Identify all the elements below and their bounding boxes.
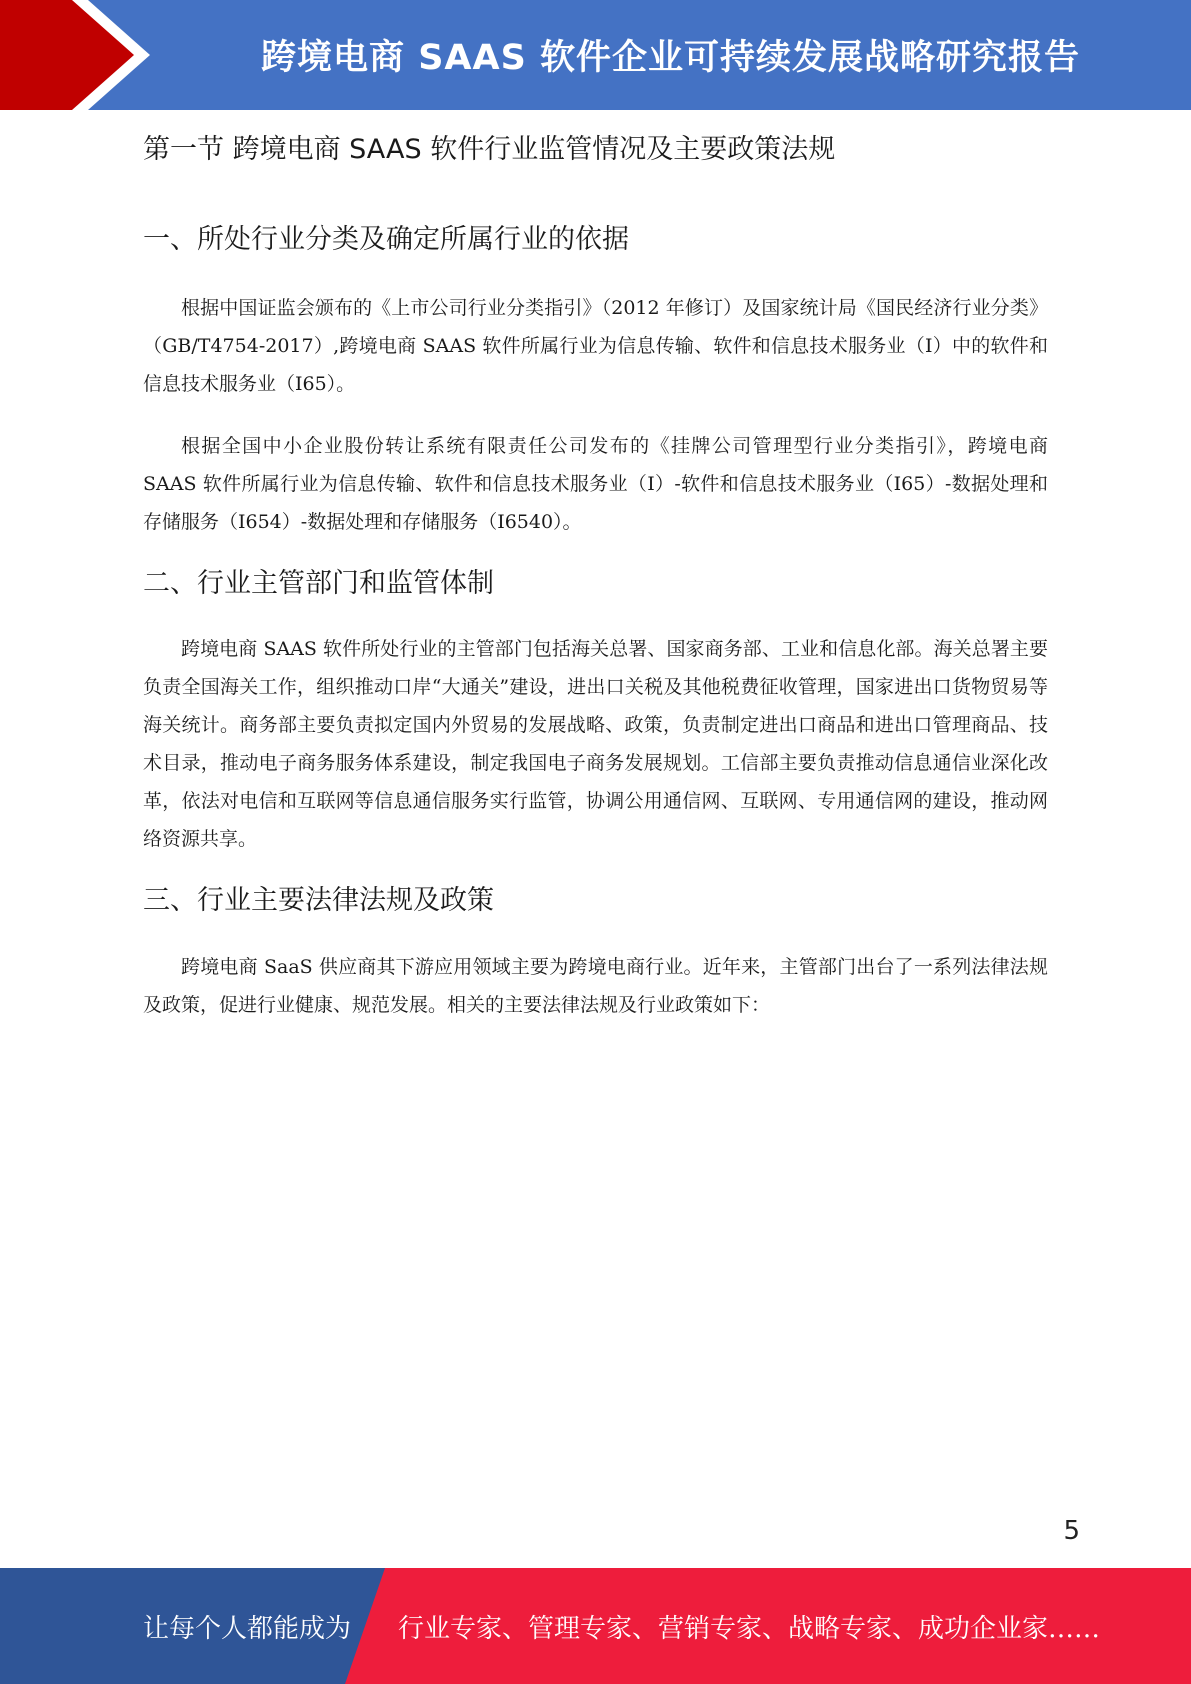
footer-right-text: 行业专家、管理专家、营销专家、战略专家、成功企业家…… <box>398 1613 1101 1644</box>
section-title: 第一节 跨境电商 SAAS 软件行业监管情况及主要政策法规 <box>143 134 836 165</box>
header-title: 跨境电商 SAAS 软件企业可持续发展战略研究报告 <box>261 38 1080 78</box>
part-1-paragraph-2: 根据全国中小企业股份转让系统有限责任公司发布的《挂牌公司管理型行业分类指引》，跨境电商 SAAS 软件所属行业为信息传输、软件和信息技术服务业（I）-软件和信息技术服务业（I65）-数据处理和存储服务（I654）-数据处理和存储服务（I6540）。 <box>143 434 1048 533</box>
page-header <box>0 0 1191 110</box>
part-2-heading: 二、行业主管部门和监管体制 <box>143 567 494 599</box>
part-1-paragraph-1: 根据中国证监会颁布的《上市公司行业分类指引》（2012 年修订）及国家统计局《国民经济行业分类》（GB/T4754-2017）,跨境电商 SAAS 软件所属行业为信息传输、软件和信息技术服务业（I）中的软件和信息技术服务业（I65）。 <box>143 296 1048 395</box>
part-1-heading: 一、所处行业分类及确定所属行业的依据 <box>143 223 629 255</box>
footer-left-text: 让每个人都能成为 <box>143 1613 352 1644</box>
header-arrow-decoration <box>0 0 160 110</box>
part-3-heading: 三、行业主要法律法规及政策 <box>143 885 494 917</box>
page-footer <box>0 1568 1191 1684</box>
part-2-paragraph-1: 跨境电商 SAAS 软件所处行业的主管部门包括海关总署、国家商务部、工业和信息化部。海关总署主要负责全国海关工作，组织推动口岸“大通关”建设，进出口关税及其他税费征收管理，国家进出口货物贸易等海关统计。商务部主要负责拟定国内外贸易的发展战略、政策，负责制定进出口商品和进出口管理商品、技术目录，推动电子商务服务体系建设，制定我国电子商务发展规划。工信部主要负责推动信息通信业深化改革，依法对电信和互联网等信息通信服务实行监管，协调公用通信网、互联网、专用通信网的建设，推动网络资源共享。 <box>143 638 1048 851</box>
page-number: 5 <box>1063 1516 1080 1546</box>
part-3-paragraph-1: 跨境电商 SaaS 供应商其下游应用领域主要为跨境电商行业。近年来，主管部门出台了一系列法律法规及政策，促进行业健康、规范发展。相关的主要法律法规及行业政策如下： <box>143 956 1048 1017</box>
document-body <box>143 118 1048 1024</box>
